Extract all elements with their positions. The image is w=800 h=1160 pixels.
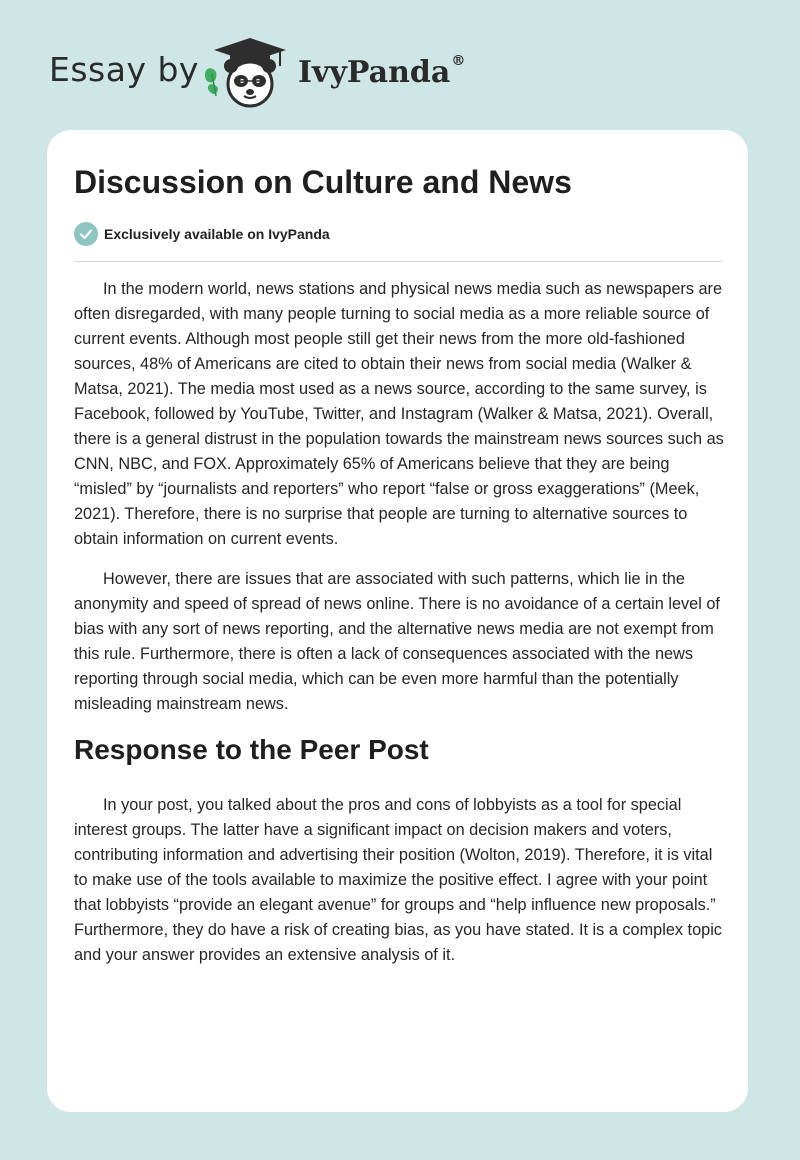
essay-by-label: Essay by: [49, 50, 199, 89]
page-title: Discussion on Culture and News: [74, 164, 572, 200]
registered-mark: ®: [451, 53, 466, 69]
section-heading: Response to the Peer Post: [74, 734, 429, 765]
essay-card: [47, 130, 748, 1112]
leaf-icon: [205, 68, 218, 96]
paragraph: However, there are issues that are associated with such patterns, which lie in the anonymity and speed of spread of news online. There is no avoidance of a certain level of bias with any sort of news reporting, and the alternative news media are not exempt from this rule. Furthermore, there is often a lack of consequences associated with the news reporting through social media, which can be even more harmful than the potentially misleading mainstream news.: [74, 570, 720, 713]
paragraph: In the modern world, news stations and physical news media such as newspapers are often disregarded, with many people turning to social media as a more reliable source of current events. Although most people still get their news from the more old-fashioned sources, 48% of Americans are cited to obtain their news from social media (Walker & Matsa, 2021). The media most used as a news source, according to the same survey, is Facebook, followed by YouTube, Twitter, and Instagram (Walker & Matsa, 2021). Overall, there is a general distrust in the population towards the mainstream news sources such as CNN, NBC, and FOX. Approximately 65% of Americans believe that they are being “misled” by “journalists and reporters” who report “false or gross exaggerations” (Meek, 2021). Therefore, there is no surprise that people are turning to alternative sources to obtain information on current events.: [74, 280, 724, 548]
site-header: [0, 0, 800, 130]
brand-text: IvyPanda: [298, 55, 451, 90]
exclusive-badge: [74, 222, 330, 246]
badge-label: Exclusively available on IvyPanda: [104, 226, 330, 242]
panda-logo-icon[interactable]: [200, 36, 288, 108]
divider: [74, 261, 722, 262]
essay-body: [74, 277, 724, 983]
check-icon: [74, 222, 98, 246]
paragraph: In your post, you talked about the pros and cons of lobbyists as a tool for special interest groups. The latter have a significant impact on decision makers and voters, contributing information and advertising their position (Wolton, 2019). Therefore, it is vital to make use of the tools available to maximize the positive effect. I agree with your point that lobbyists “provide an elegant avenue” for groups and “help influence new proposals.” Furthermore, they do have a risk of creating bias, as you have stated. It is a complex topic and your answer provides an extensive analysis of it.: [74, 796, 722, 964]
brand-name[interactable]: [298, 55, 465, 90]
